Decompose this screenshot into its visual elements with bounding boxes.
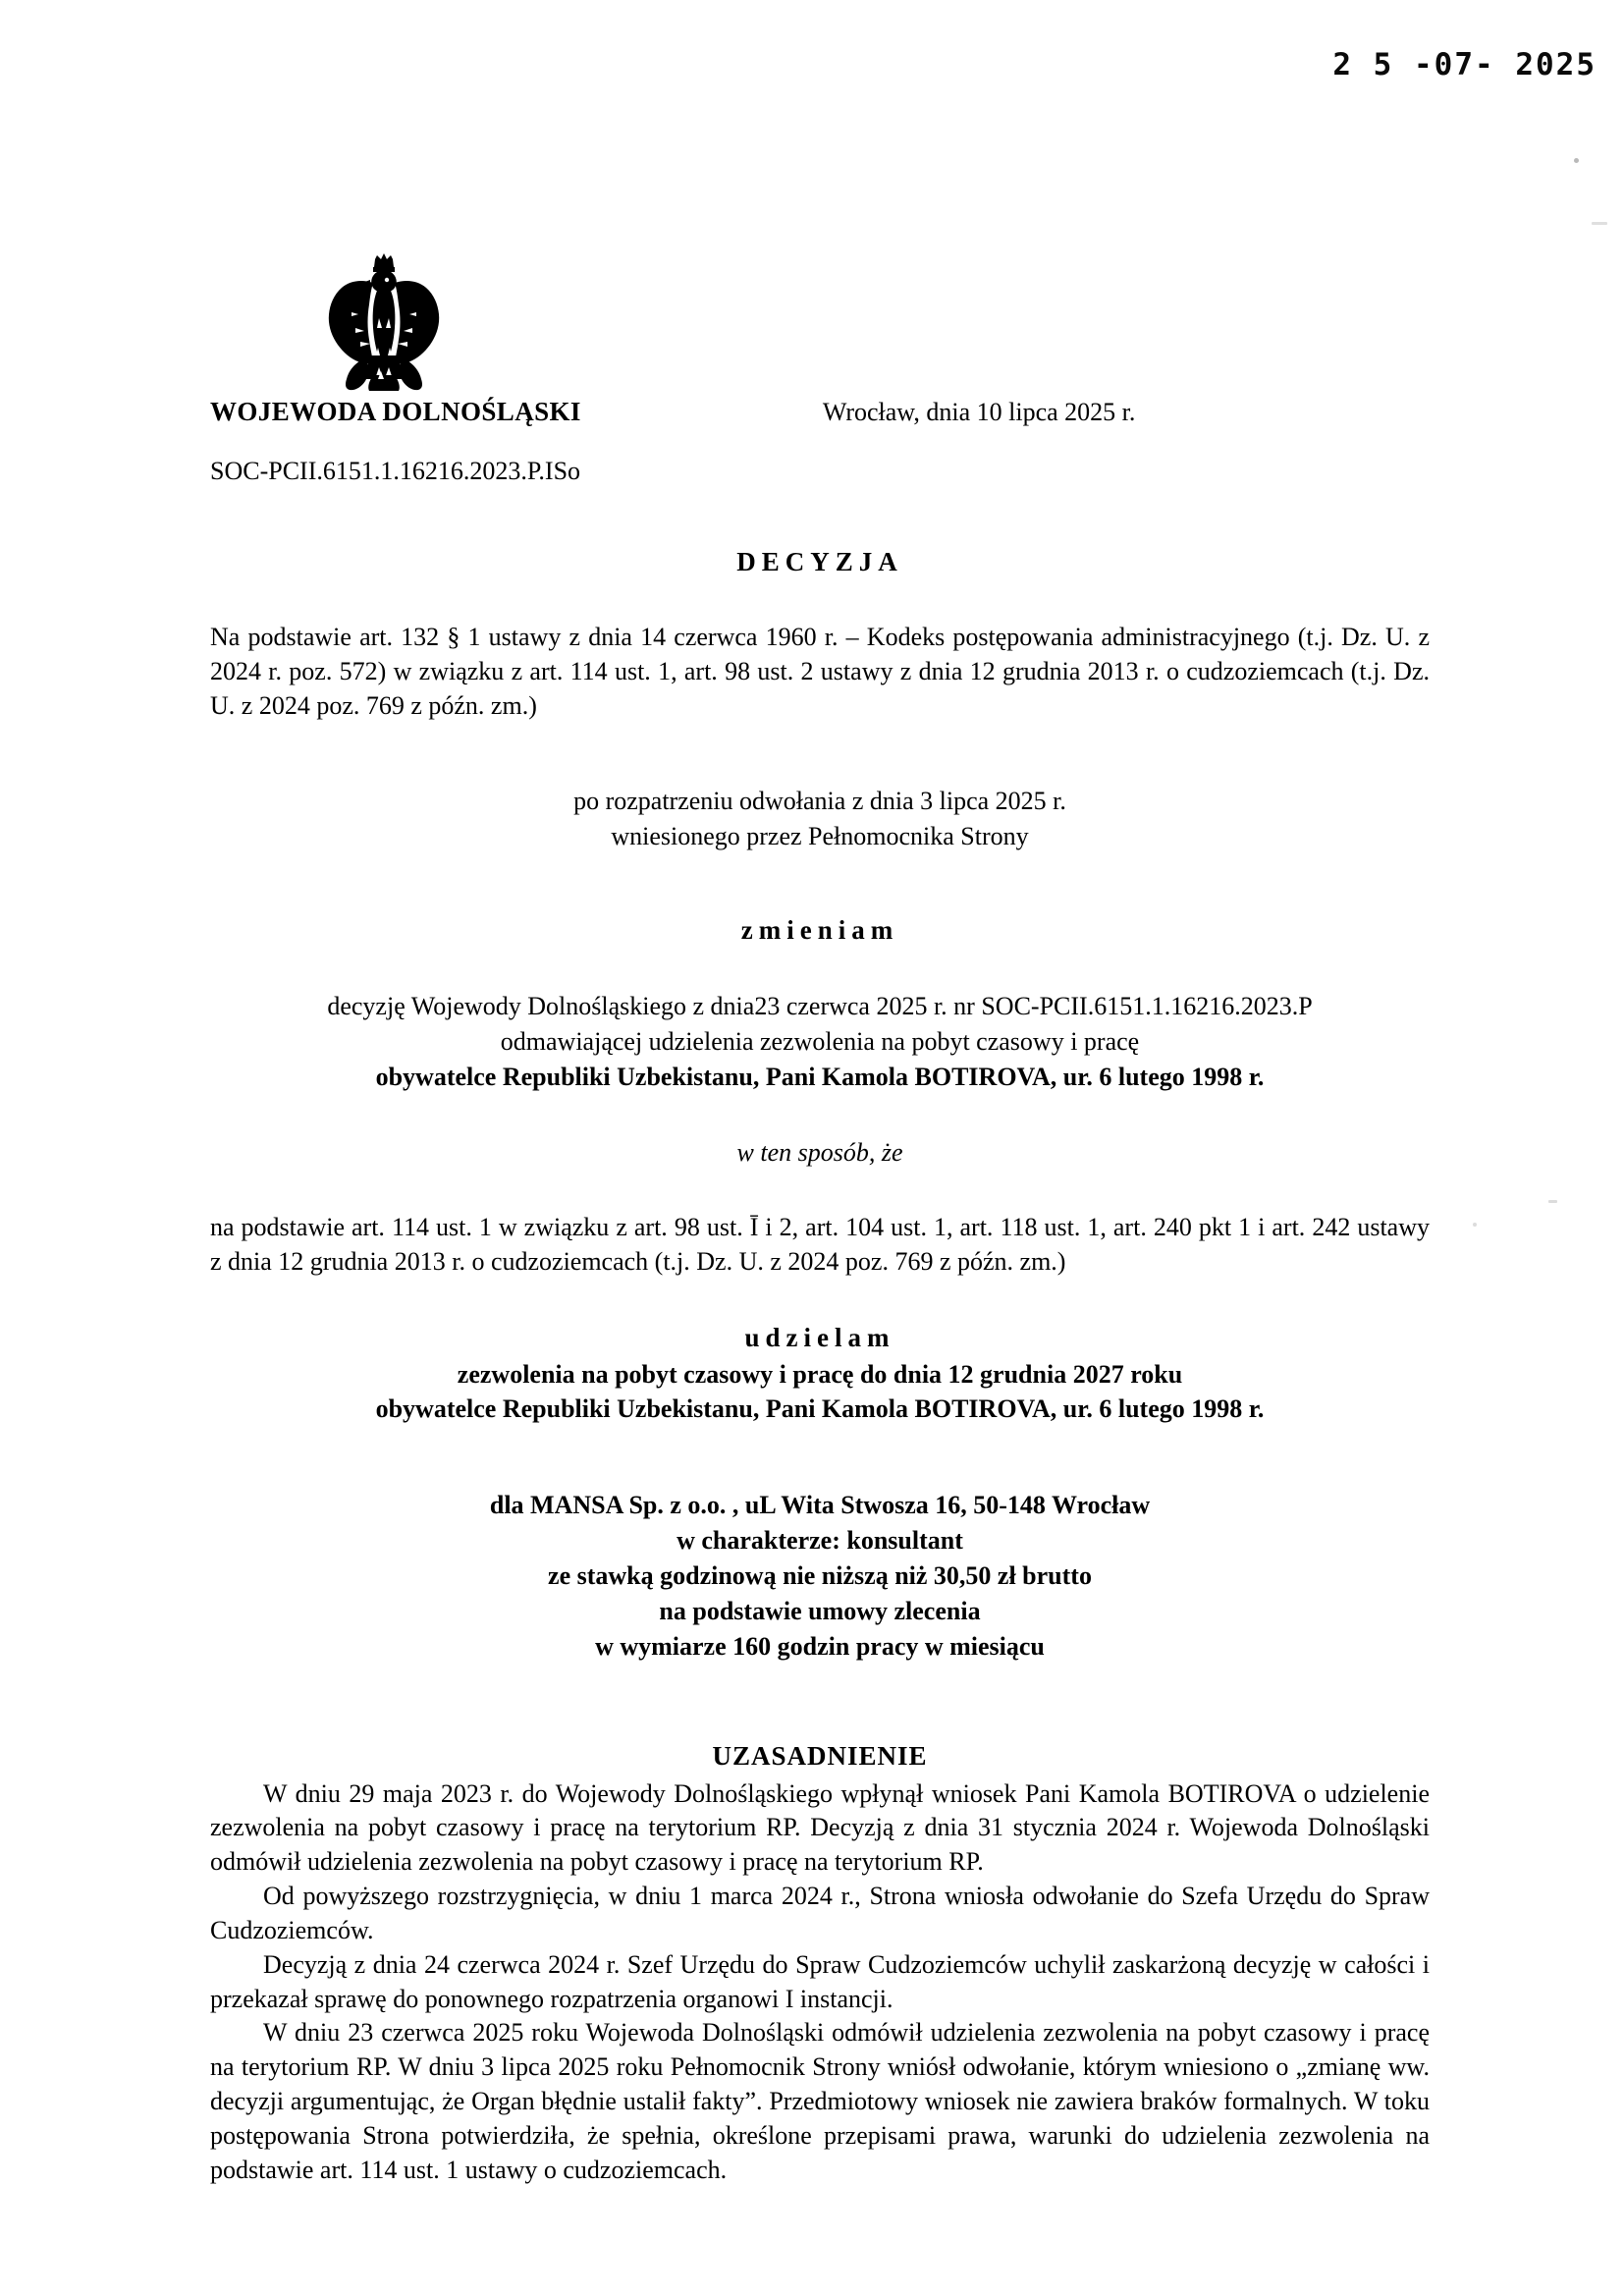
- letterhead-row: [210, 397, 1430, 427]
- grant-line-1: zezwolenia na pobyt czasowy i pracę do dnia 12 grudnia 2027 roku: [457, 1359, 1183, 1389]
- scan-speckle: [1592, 222, 1607, 225]
- legal-basis-paragraph: Na podstawie art. 132 § 1 ustawy z dnia 14 czerwca 1960 r. – Kodeks postępowania administracyjnego (t.j. Dz. U. z 2024 r. poz. 572) w związku z art. 114 ust. 1, art. 98 ust. 2 ustawy z dnia 12 grudnia 2013 r. o cudzoziemcach (t.j. Dz. U. z 2024 poz. 769 z późn. zm.): [210, 623, 1430, 720]
- hourly-rate: ze stawką godzinową nie niższą niż 30,50 zł brutto: [548, 1561, 1092, 1591]
- grant-block: [210, 1357, 1430, 1428]
- monthly-hours: w wymiarze 160 godzin pracy w miesiącu: [595, 1631, 1045, 1661]
- appeal-line-1: po rozpatrzeniu odwołania z dnia 3 lipca 2025 r.: [573, 787, 1066, 816]
- polish-eagle-emblem: [316, 253, 452, 391]
- operative-verb-grant: udzielam: [744, 1322, 895, 1352]
- scan-speckle: [1473, 1223, 1477, 1227]
- changed-decision-line-2: odmawiającej udzielenia zezwolenia na pobyt czasowy i pracę: [500, 1027, 1140, 1057]
- job-position: w charakterze: konsultant: [677, 1526, 963, 1556]
- contract-type: na podstawie umowy zlecenia: [659, 1596, 981, 1625]
- appeal-line-2: wniesionego przez Pełnomocnika Strony: [611, 822, 1029, 851]
- justification-paragraph: Od powyższego rozstrzygnięcia, w dniu 1 marca 2024 r., Strona wniosła odwołanie do Szefa Urzędu do Spraw Cudzoziemców.: [210, 1882, 1430, 1944]
- employer-name-address: dla MANSA Sp. z o.o. , uL Wita Stwosza 16, 50-148 Wrocław: [489, 1491, 1151, 1520]
- justification-paragraph: W dniu 29 maja 2023 r. do Wojewody Dolnośląskiego wpłynął wniosek Pani Kamola BOTIROVA o udzielenie zezwolenia na pobyt czasowy i pracę na terytorium RP. Decyzją z dnia 31 stycznia 2024 r. Wojewoda Dolnośląski odmówił udzielenia zezwolenia na pobyt czasowy i pracę na terytorium RP.: [210, 1778, 1430, 1877]
- changed-decision-subject: obywatelce Republiki Uzbekistanu, Pani Kamola BOTIROVA, ur. 6 lutego 1998 r.: [375, 1062, 1265, 1091]
- decision-title: DECYZJA: [736, 547, 903, 576]
- scan-speckle: [1574, 158, 1579, 163]
- employment-conditions-block: [210, 1488, 1430, 1664]
- in-such-way-phrase: w ten sposób, że: [736, 1137, 903, 1167]
- grant-line-2: obywatelce Republiki Uzbekistanu, Pani Kamola BOTIROVA, ur. 6 lutego 1998 r.: [375, 1394, 1265, 1424]
- justification-paragraph: W dniu 23 czerwca 2025 roku Wojewoda Dolnośląski odmówił udzielenia zezwolenia na pobyt czasowy i pracę na terytorium RP. W dniu 3 lipca 2025 roku Pełnomocnik Strony wniósł odwołanie, którym wniesiono o „zmianę ww. decyzji argumentując, że Organ błędnie ustalił fakty”. Przedmiotowy wniosek nie zawiera braków formalnych. W toku postępowania Strona potwierdziła, że spełnia, określone przepisami prawa, warunki do udzielenia zezwolenia na podstawie art. 114 ust. 1 ustawy o cudzoziemcach.: [210, 2018, 1430, 2184]
- changed-decision-line-1: decyzję Wojewody Dolnośląskiego z dnia23 czerwca 2025 r. nr SOC-PCII.6151.1.16216.2023.P: [327, 992, 1313, 1021]
- appeal-block: [210, 784, 1430, 854]
- case-reference-number: SOC-PCII.6151.1.16216.2023.P.ISo: [210, 457, 581, 485]
- issuing-authority: WOJEWODA DOLNOŚLĄSKI: [210, 397, 581, 426]
- received-date-stamp: 2 5 -07- 2025: [1332, 47, 1597, 82]
- justification-title: UZASADNIENIE: [712, 1740, 928, 1771]
- document-body: [210, 397, 1430, 2188]
- changed-decision-block: [210, 989, 1430, 1095]
- justification-paragraph: Decyzją z dnia 24 czerwca 2024 r. Szef Urzędu do Spraw Cudzoziemców uchylił zaskarżoną decyzję w całości i przekazał sprawę do ponownego rozpatrzenia organowi I instancji.: [210, 1949, 1430, 2013]
- new-legal-basis-paragraph: na podstawie art. 114 ust. 1 w związku z art. 98 ust. Ī i 2, art. 104 ust. 1, art. 118 ust. 1, art. 240 pkt 1 i art. 242 ustawy z dnia 12 grudnia 2013 r. o cudzoziemcach (t.j. Dz. U. z 2024 poz. 769 z późn. zm.): [210, 1212, 1430, 1276]
- place-and-date: Wrocław, dnia 10 lipca 2025 r.: [822, 398, 1136, 426]
- scan-speckle: [1548, 1200, 1557, 1203]
- operative-verb-change: zmieniam: [740, 915, 899, 946]
